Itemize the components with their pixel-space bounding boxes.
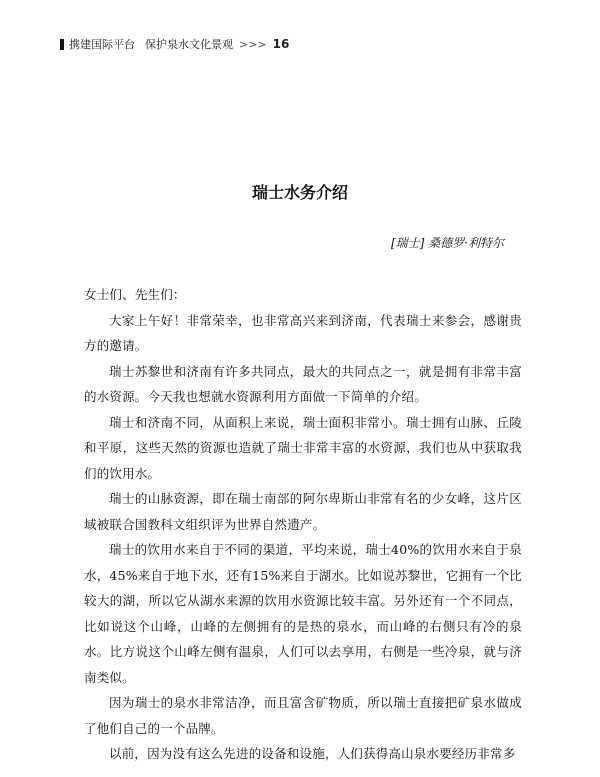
paragraph: 瑞士苏黎世和济南有许多共同点，最大的共同点之一，就是拥有非常丰富的水资源。今天我也想就水资源利用方面做一下简单的介绍。 bbox=[84, 363, 522, 404]
article-title: 瑞士水务介绍 bbox=[251, 183, 348, 202]
page-number: 16 bbox=[272, 37, 290, 51]
paragraph: 大家上午好！非常荣幸，也非常高兴来到济南，代表瑞士来参会，感谢贵方的邀请。 bbox=[84, 312, 522, 353]
paragraph: 因为瑞士的泉水非常洁净，而且富含矿物质，所以瑞士直接把矿泉水做成了他们自己的一个品牌。 bbox=[84, 695, 522, 736]
article-byline: [瑞士] 桑德罗·利特尔 bbox=[391, 236, 504, 250]
paragraph: 瑞士和济南不同，从面积上来说，瑞士面积非常小。瑞士拥有山脉、丘陵和平原，这些天然的资源也造就了瑞士非常丰富的水资源，我们也从中获取我们的饮用水。 bbox=[84, 414, 522, 481]
paragraph: 瑞士的山脉资源，即在瑞士南部的阿尔卑斯山非常有名的少女峰，这片区域被联合国教科文组织评为世界自然遗产。 bbox=[84, 491, 522, 532]
paragraph: 以前，因为没有这么先进的设备和设施，人们获得高山泉水要经历非常多 bbox=[109, 746, 516, 761]
paragraph: 瑞士的饮用水来自于不同的渠道，平均来说，瑞士40%的饮用水来自于泉水，45%来自于地下水，还有15%来自于湖水。比如说苏黎世，它拥有一个比较大的湖，所以它从湖水来源的饮用水资源比较丰富。另外还有一个不同点，比如说这个山峰，山峰的左侧拥有的是热的泉水，而山峰的右侧只有冷的泉水。比方说这个山峰左侧有温泉，人们可以去享用，右侧是一些冷泉，就与济南类似。 bbox=[84, 542, 522, 685]
running-header bbox=[60, 36, 289, 52]
header-series: 携建国际平台 bbox=[69, 38, 135, 51]
salutation: 女士们、先生们： bbox=[84, 287, 186, 302]
header-separator: >>> bbox=[239, 37, 267, 51]
article-body bbox=[84, 282, 522, 767]
header-bar-mark bbox=[60, 39, 64, 50]
header-subtitle: 保护泉水文化景观 bbox=[145, 38, 233, 51]
